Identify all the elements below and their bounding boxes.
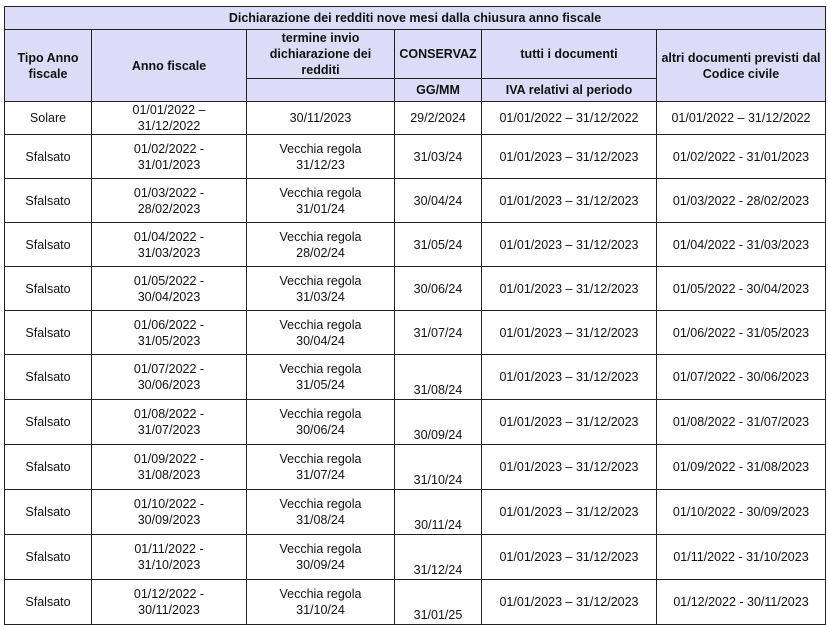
cell-altri-documenti: 01/12/2022 - 30/11/2023 [657, 580, 826, 625]
table-row [5, 580, 826, 625]
cell-conservaz: 31/12/24 [395, 535, 482, 580]
tax-deadline-table [4, 6, 826, 625]
cell-anno-fiscale [92, 311, 247, 355]
termine-data: 31/03/24 [296, 289, 345, 304]
cell-conservaz: 30/04/24 [395, 179, 482, 223]
cell-tipo: Sfalsato [5, 445, 92, 490]
cell-termine [247, 580, 395, 625]
cell-tipo: Sfalsato [5, 179, 92, 223]
cell-termine [247, 535, 395, 580]
anno-end: 30/04/2023 [137, 289, 201, 304]
termine-data: 31/10/24 [296, 603, 345, 617]
table-row [5, 490, 826, 535]
header-conservaz: CONSERVAZ [395, 30, 482, 79]
header-conservaz-sub: GG/MM [395, 79, 482, 102]
anno-start: 01/03/2022 - [133, 185, 205, 200]
cell-altri-documenti: 01/08/2022 - 31/07/2023 [657, 400, 826, 445]
table-row [5, 535, 826, 580]
header-termine: termine invio dichiarazione dei redditi [247, 30, 395, 79]
anno-start: 01/01/2022 – [132, 103, 206, 117]
termine-data: 31/05/24 [296, 378, 345, 392]
anno-start: 01/02/2022 - [133, 141, 205, 156]
header-tutti-sub: IVA relativi al periodo [482, 79, 657, 102]
termine-regola: Vecchia regola [279, 141, 362, 156]
termine-data: 30/09/24 [296, 558, 345, 572]
anno-end: 28/02/2023 [137, 201, 201, 216]
table-row [5, 355, 826, 400]
termine-regola: Vecchia regola [279, 497, 362, 511]
anno-start: 01/04/2022 - [133, 229, 205, 244]
anno-start: 01/09/2022 - [133, 452, 205, 466]
table-row [5, 102, 826, 135]
header-anno-fiscale: Anno fiscale [92, 30, 247, 102]
cell-tutti-documenti: 01/01/2022 – 31/12/2022 [482, 102, 657, 135]
cell-tutti-documenti: 01/01/2023 – 31/12/2023 [482, 135, 657, 179]
cell-tipo: Sfalsato [5, 400, 92, 445]
termine-data: 31/12/23 [296, 157, 345, 172]
cell-termine [247, 267, 395, 311]
header-tipo: Tipo Anno fiscale [5, 30, 92, 102]
table-row [5, 445, 826, 490]
anno-end: 31/12/2022 [137, 119, 201, 133]
termine-regola: Vecchia regola [279, 362, 362, 376]
cell-conservaz: 30/09/24 [395, 400, 482, 445]
termine-data: 30/11/2023 [289, 111, 352, 125]
anno-end: 31/01/2023 [137, 157, 201, 172]
anno-start: 01/08/2022 - [133, 407, 205, 421]
anno-end: 31/10/2023 [137, 558, 201, 572]
anno-start: 01/11/2022 - [134, 542, 204, 556]
cell-tipo: Solare [5, 102, 92, 135]
termine-regola: Vecchia regola [279, 407, 362, 421]
cell-altri-documenti: 01/07/2022 - 30/06/2023 [657, 355, 826, 400]
cell-anno-fiscale [92, 580, 247, 625]
anno-start: 01/07/2022 - [133, 362, 205, 376]
termine-regola: Vecchia regola [279, 542, 362, 556]
cell-conservaz: 30/11/24 [395, 490, 482, 535]
cell-tutti-documenti: 01/01/2023 – 31/12/2023 [482, 490, 657, 535]
cell-tipo: Sfalsato [5, 355, 92, 400]
termine-regola: Vecchia regola [279, 452, 362, 466]
termine-regola: Vecchia regola [279, 229, 362, 244]
table-row [5, 135, 826, 179]
termine-data: 31/07/24 [296, 468, 345, 482]
cell-conservaz: 31/01/25 [395, 580, 482, 625]
cell-tutti-documenti: 01/01/2023 – 31/12/2023 [482, 445, 657, 490]
cell-tipo: Sfalsato [5, 223, 92, 267]
anno-end: 30/09/2023 [137, 513, 201, 527]
anno-start: 01/06/2022 - [133, 317, 205, 332]
anno-start: 01/10/2022 - [133, 497, 205, 511]
cell-tutti-documenti: 01/01/2023 – 31/12/2023 [482, 355, 657, 400]
cell-tutti-documenti: 01/01/2023 – 31/12/2023 [482, 311, 657, 355]
cell-altri-documenti: 01/03/2022 - 28/02/2023 [657, 179, 826, 223]
cell-anno-fiscale [92, 179, 247, 223]
termine-data: 31/01/24 [296, 201, 345, 216]
cell-conservaz: 31/05/24 [395, 223, 482, 267]
anno-end: 31/03/2023 [137, 245, 201, 260]
anno-end: 30/11/2023 [138, 603, 200, 617]
header-tutti-documenti: tutti i documenti [482, 30, 657, 79]
cell-conservaz: 29/2/2024 [395, 102, 482, 135]
anno-start: 01/12/2022 - [133, 587, 205, 601]
termine-data: 31/08/24 [296, 513, 345, 527]
cell-anno-fiscale [92, 267, 247, 311]
table-row [5, 223, 826, 267]
cell-anno-fiscale [92, 223, 247, 267]
cell-anno-fiscale [92, 490, 247, 535]
termine-data: 28/02/24 [296, 245, 345, 260]
cell-conservaz: 31/08/24 [395, 355, 482, 400]
termine-data: 30/06/24 [296, 423, 345, 437]
cell-anno-fiscale [92, 355, 247, 400]
cell-tutti-documenti: 01/01/2023 – 31/12/2023 [482, 179, 657, 223]
anno-end: 31/05/2023 [137, 333, 201, 348]
cell-anno-fiscale [92, 102, 247, 135]
cell-tutti-documenti: 01/01/2023 – 31/12/2023 [482, 267, 657, 311]
anno-end: 31/07/2023 [137, 423, 201, 437]
cell-termine [247, 223, 395, 267]
table-row [5, 179, 826, 223]
termine-data: 30/04/24 [296, 333, 345, 348]
cell-conservaz: 31/03/24 [395, 135, 482, 179]
table-row [5, 400, 826, 445]
cell-termine [247, 311, 395, 355]
cell-termine [247, 102, 395, 135]
table-title: Dichiarazione dei redditi nove mesi dalla chiusura anno fiscale [5, 7, 826, 30]
termine-regola: Vecchia regola [279, 317, 362, 332]
cell-tipo: Sfalsato [5, 580, 92, 625]
termine-regola: Vecchia regola [279, 273, 362, 288]
cell-altri-documenti: 01/09/2022 - 31/08/2023 [657, 445, 826, 490]
table-row [5, 311, 826, 355]
cell-termine [247, 355, 395, 400]
cell-termine [247, 490, 395, 535]
anno-end: 31/08/2023 [137, 468, 201, 482]
cell-anno-fiscale [92, 535, 247, 580]
cell-tutti-documenti: 01/01/2023 – 31/12/2023 [482, 535, 657, 580]
cell-anno-fiscale [92, 400, 247, 445]
cell-anno-fiscale [92, 445, 247, 490]
cell-altri-documenti: 01/11/2022 - 31/10/2023 [657, 535, 826, 580]
cell-tutti-documenti: 01/01/2023 – 31/12/2023 [482, 223, 657, 267]
cell-conservaz: 31/10/24 [395, 445, 482, 490]
anno-end: 30/06/2023 [137, 378, 201, 392]
cell-tipo: Sfalsato [5, 535, 92, 580]
cell-termine [247, 445, 395, 490]
cell-tipo: Sfalsato [5, 135, 92, 179]
anno-start: 01/05/2022 - [133, 273, 205, 288]
cell-altri-documenti: 01/06/2022 - 31/05/2023 [657, 311, 826, 355]
cell-termine [247, 135, 395, 179]
cell-altri-documenti: 01/01/2022 – 31/12/2022 [657, 102, 826, 135]
termine-regola: Vecchia regola [279, 185, 362, 200]
cell-tutti-documenti: 01/01/2023 – 31/12/2023 [482, 580, 657, 625]
cell-anno-fiscale [92, 135, 247, 179]
cell-tipo: Sfalsato [5, 490, 92, 535]
cell-tipo: Sfalsato [5, 311, 92, 355]
cell-tipo: Sfalsato [5, 267, 92, 311]
header-altri-documenti: altri documenti previsti dal Codice civile [657, 30, 826, 102]
table-row [5, 267, 826, 311]
cell-conservaz: 31/07/24 [395, 311, 482, 355]
cell-altri-documenti: 01/02/2022 - 31/01/2023 [657, 135, 826, 179]
cell-altri-documenti: 01/10/2022 - 30/09/2023 [657, 490, 826, 535]
cell-termine [247, 400, 395, 445]
header-termine-sub [247, 79, 395, 102]
cell-tutti-documenti: 01/01/2023 – 31/12/2023 [482, 400, 657, 445]
cell-altri-documenti: 01/05/2022 - 30/04/2023 [657, 267, 826, 311]
cell-altri-documenti: 01/04/2022 - 31/03/2023 [657, 223, 826, 267]
termine-regola: Vecchia regola [279, 587, 362, 601]
cell-termine [247, 179, 395, 223]
cell-conservaz: 30/06/24 [395, 267, 482, 311]
